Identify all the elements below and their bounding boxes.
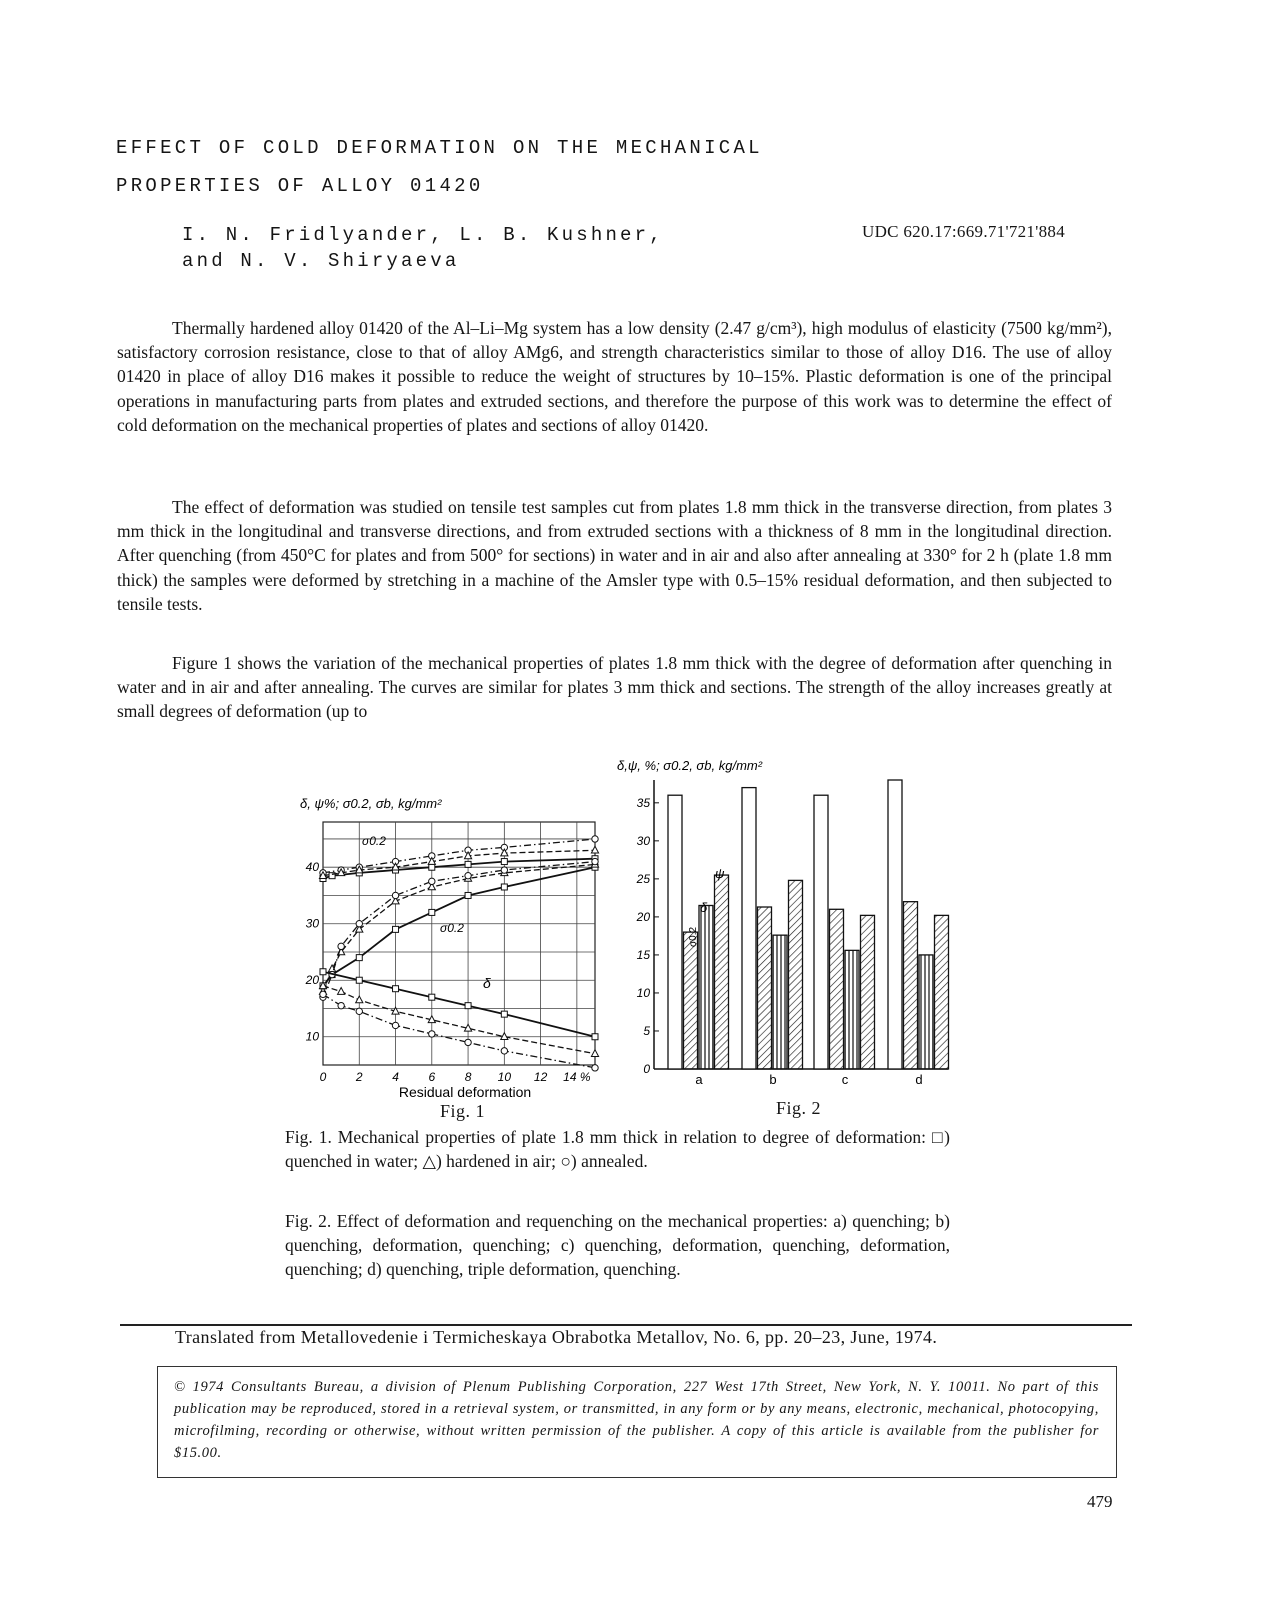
figure-1-series-line: [323, 986, 595, 1054]
figure-1-point-circle: [592, 858, 598, 864]
figure-1-point-circle: [501, 1048, 507, 1054]
figure-1-point-circle: [465, 872, 471, 878]
figure-2-bar: [919, 955, 933, 1069]
figure-2-bar: [742, 788, 756, 1069]
figure-1-point-circle: [338, 1002, 344, 1008]
figure-1-x-tick: 12: [533, 1070, 548, 1084]
figure-2-bar: [888, 780, 902, 1069]
figure-1-grid: [323, 822, 595, 1065]
figure-2-y-tick: 20: [636, 909, 650, 924]
paragraph-1: [117, 316, 1112, 437]
figure-2-bar: [904, 902, 918, 1069]
figure-2-y-tick: 5: [643, 1023, 650, 1038]
figure-1-point-square: [592, 1034, 598, 1040]
article-title-line1: EFFECT OF COLD DEFORMATION ON THE MECHANICAL: [116, 137, 763, 159]
paragraph-2-text: The effect of deformation was studied on tensile test samples cut from plates 1.8 mm thick in the transverse direction, from plates 3 mm thick in the longitudinal and transverse directions, and from extruded sections with a thickness of 8 mm in the longitudinal direction. After quenching (from 450°C for plates and from 500° for sections) in water and in air and also after annealing at 330° for 2 h (plate 1.8 mm thick) the samples were deformed by stretching in a machine of the Amsler type with 0.5–15% residual deformation, and then subjected to tensile tests.: [117, 497, 1112, 614]
figure-2-bar-label-psi: ψ: [715, 866, 725, 881]
paragraph-3: [117, 651, 1112, 724]
figure-1-x-tick: 6: [428, 1070, 436, 1084]
figure-1-point-square: [465, 1003, 471, 1009]
figure-2-bar: [814, 795, 828, 1069]
figure-2-bar: [758, 907, 772, 1069]
figure-1-point-circle: [429, 878, 435, 884]
figure-1-point-circle: [592, 1065, 598, 1071]
figure-1-point-triangle: [338, 988, 345, 995]
figure-2-bar: [845, 950, 859, 1069]
figure-1-series-line: [323, 972, 595, 1037]
figure-1-point-square: [356, 955, 362, 961]
figure-1-point-square: [356, 977, 362, 983]
paragraph-3-text: Figure 1 shows the variation of the mechanical properties of plates 1.8 mm thick with the degree of deformation after quenching in water and in air and after annealing. The curves are similar for plates 3 mm thick and sections. The strength of the alloy increases greatly at small degrees of deformation (up to: [117, 653, 1112, 722]
figure-1-point-circle: [429, 1031, 435, 1037]
authors-line2: and N. V. Shiryaeva: [182, 250, 460, 272]
figure-1-series-line: [323, 994, 595, 1067]
figure-2-chart: [612, 752, 957, 1097]
figure-1-ylabel: δ, ψ%; σ0.2, σb, kg/mm²: [300, 796, 442, 811]
page-number: 479: [1087, 1492, 1113, 1511]
paragraph-2: [117, 495, 1112, 616]
figure-1-y-tick: 30: [305, 916, 319, 931]
figure-2-bar: [935, 915, 949, 1069]
figure-1-annotation-sigma02-top: σ0.2: [362, 834, 386, 848]
figure-1-x-tick: 14 %: [563, 1070, 591, 1084]
figure-1-point-square: [465, 892, 471, 898]
figure-1-point-triangle: [501, 1033, 508, 1040]
figure-1-point-square: [320, 969, 326, 975]
figure-1-point-square: [465, 861, 471, 867]
figure-1-point-square: [501, 884, 507, 890]
figure-2-bar: [699, 905, 713, 1069]
figure-1-point-square: [393, 986, 399, 992]
figure-2-y-tick: 10: [636, 985, 650, 1000]
figure-1-y-tick: 20: [305, 973, 319, 988]
figure-1-caption: Fig. 1. Mechanical properties of plate 1.8 mm thick in relation to degree of deformation: □) quenched in water; △) hardened in air; ○) annealed.: [285, 1127, 950, 1171]
figure-1-x-tick: 8: [464, 1070, 472, 1084]
figure-1-point-circle: [356, 1008, 362, 1014]
figure-2-category-label: b: [769, 1072, 777, 1087]
copyright-text: © 1974 Consultants Bureau, a division of Plenum Publishing Corporation, 227 West 17th Street, New York, N. Y. 10011. No part of this publication may be reproduced, stored in a retrieval system, or transmitted, in any form or by any means, electronic, mechanical, photocopying, microfilming, recording or otherwise, without written permission of the publisher. A copy of this article is available from the publisher for $15.00.: [174, 1379, 1099, 1461]
figure-1-point-circle: [392, 1022, 398, 1028]
figure-1-point-circle: [501, 867, 507, 873]
figure-2-bar: [668, 795, 682, 1069]
figure-1-x-tick: 4: [392, 1070, 399, 1084]
figure-1-label: Fig. 1: [440, 1101, 486, 1121]
figure-1-point-circle: [392, 892, 398, 898]
article-title-line2: PROPERTIES OF ALLOY 01420: [116, 175, 484, 197]
figure-1-point-square: [429, 909, 435, 915]
figure-2-bar-label-sigma02: σ0.2: [688, 926, 699, 947]
authors: [182, 222, 664, 274]
figure-1-x-tick: 0: [319, 1070, 327, 1084]
figure-1-x-tick: 10: [497, 1070, 512, 1084]
figure-1-point-square: [501, 1011, 507, 1017]
udc-code: UDC 620.17:669.71'721'884: [862, 222, 1065, 241]
figure-2-bar: [861, 915, 875, 1069]
figure-2-label: Fig. 2: [776, 1098, 822, 1118]
figure-1-point-circle: [592, 836, 598, 842]
figure-1-point-circle: [338, 943, 344, 949]
figure-2-ylabel: δ,ψ, %; σ0.2, σb, kg/mm²: [617, 758, 763, 773]
footer-rule: [120, 1324, 1132, 1326]
figure-1-point-circle: [465, 1039, 471, 1045]
figure-2-caption: Fig. 2. Effect of deformation and requenching on the mechanical properties: a) quenching; b) quenching, deformation, quenching; c) quenching, deformation, quenching, deformation, quenching; d) quenching, triple deformation, quenching.: [285, 1211, 950, 1279]
figure-1-point-triangle: [591, 1050, 598, 1057]
figure-1-point-square: [429, 864, 435, 870]
paragraph-1-text: Thermally hardened alloy 01420 of the Al–Li–Mg system has a low density (2.47 g/cm³), high modulus of elasticity (7500 kg/mm²), satisfactory corrosion resistance, close to that of alloy AMg6, and strength characteristics similar to those of alloy D16. The use of alloy 01420 in place of alloy D16 makes it possible to reduce the weight of structures by 10–15%. Plastic deformation is one of the principal operations in manufacturing parts from plates and extruded sections, and therefore the purpose of this work was to determine the effect of cold deformation on the mechanical properties of plates and sections of alloy 01420.: [117, 318, 1112, 435]
figure-1-x-tick: 2: [355, 1070, 363, 1084]
figure-2-bar: [789, 880, 803, 1069]
figure-1-point-square: [393, 926, 399, 932]
figure-2-bars: [668, 780, 949, 1087]
figure-1-point-triangle: [591, 846, 598, 853]
figure-2-y-tick: 30: [636, 833, 650, 848]
figure-1-frame: [323, 822, 595, 1065]
copyright-box: [157, 1366, 1117, 1478]
authors-line1: I. N. Fridlyander, L. B. Kushner,: [182, 224, 664, 246]
figure-2-category-label: a: [695, 1072, 703, 1087]
figure-2-bar: [773, 935, 787, 1069]
figure-1-point-square: [501, 859, 507, 865]
figure-1-y-tick: 40: [305, 860, 319, 875]
figure-1-xlabel: Residual deformation: [398, 1084, 532, 1100]
figure-2-bar: [715, 875, 729, 1069]
figure-1-y-tick: 10: [305, 1029, 319, 1044]
figure-2-category-label: d: [915, 1072, 923, 1087]
figure-2-y-tick: 25: [636, 871, 650, 886]
figure-1-annotation-sigma02-mid: σ0.2: [440, 921, 464, 935]
figure-1-point-circle: [356, 921, 362, 927]
figure-1-point-square: [429, 994, 435, 1000]
figure-2-y-tick: 35: [636, 795, 650, 810]
figure-2-bar-label-delta: δ: [700, 900, 708, 915]
figure-2-bar: [684, 932, 698, 1069]
figure-1-ticks: [305, 860, 591, 1084]
figure-1-point-circle: [320, 991, 326, 997]
figure-2-y-tick: 15: [636, 947, 650, 962]
figure-1-annotation-delta: δ: [483, 975, 491, 991]
figure-2-bar: [830, 909, 844, 1069]
translation-note: Translated from Metallovedenie i Termicheskaya Obrabotka Metallov, No. 6, pp. 20–23, June, 1974.: [175, 1327, 938, 1347]
figure-1-chart: [290, 770, 620, 1105]
figure-1-series: [319, 836, 598, 1071]
figure-2-y-tick: 0: [643, 1062, 650, 1076]
figure-2-category-label: c: [841, 1072, 849, 1087]
